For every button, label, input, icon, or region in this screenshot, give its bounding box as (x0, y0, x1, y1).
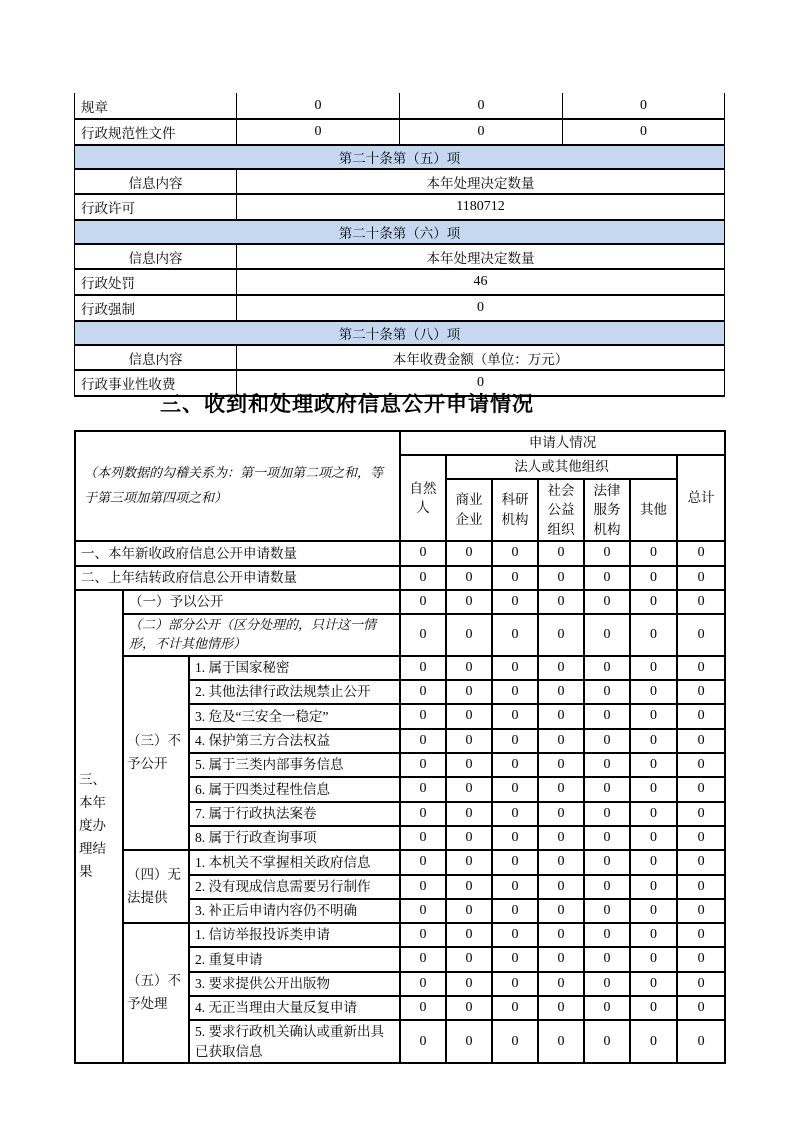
table2-row-label: 4. 保护第三方合法权益 (189, 729, 400, 753)
table2-cell-value: 0 (630, 541, 677, 565)
applicant-header: 申请人情况 (400, 431, 725, 455)
table2-cell-value: 0 (677, 729, 725, 753)
table2-row-label: 1. 本机关不掌握相关政府信息 (189, 850, 400, 874)
table2-row-label: 二、上年结转政府信息公开申请数量 (75, 566, 400, 590)
table2-row-label: 1. 属于国家秘密 (189, 656, 400, 680)
table2-cell-value: 0 (630, 923, 677, 947)
table2-cell-value: 0 (538, 680, 584, 704)
table2-cell-value: 0 (538, 875, 584, 899)
table2-cell-value: 0 (400, 777, 446, 801)
table2-cell-value: 0 (446, 826, 492, 850)
table2-cell-value: 0 (584, 777, 630, 801)
table2-cell-value: 0 (677, 875, 725, 899)
table2-cell-value: 0 (630, 777, 677, 801)
table2-cell-value: 0 (584, 753, 630, 777)
table2-row-label: 5. 属于三类内部事务信息 (189, 753, 400, 777)
table2-cell-value: 0 (630, 704, 677, 728)
table2-cell-value: 0 (538, 947, 584, 971)
table2-cell-value: 0 (400, 566, 446, 590)
table2-row-label: 3. 危及“三安全一稳定” (189, 704, 400, 728)
table2-cell-value: 0 (630, 566, 677, 590)
table2-cell-value: 0 (630, 614, 677, 656)
table1-row-label: 信息内容 (75, 169, 237, 194)
table2-cell-value: 0 (538, 996, 584, 1020)
table2-cell-value: 0 (538, 566, 584, 590)
section3-table (74, 430, 726, 1064)
section-label-cell: 三、本年度办理结果 (75, 590, 123, 1064)
table2-cell-value: 0 (584, 656, 630, 680)
table2-cell-value: 0 (677, 656, 725, 680)
table2-cell-value: 0 (400, 729, 446, 753)
table2-cell-value: 0 (538, 590, 584, 614)
table2-row-label: 2. 重复申请 (189, 947, 400, 971)
table2-cell-value: 0 (677, 590, 725, 614)
table2-cell-value: 0 (677, 802, 725, 826)
table2-cell-value: 0 (584, 566, 630, 590)
table2-cell-value: 0 (492, 972, 538, 996)
table2-cell-value: 0 (677, 704, 725, 728)
table2-cell-value: 0 (400, 704, 446, 728)
table2-cell-value: 0 (492, 777, 538, 801)
table2-cell-value: 0 (400, 947, 446, 971)
table2-cell-value: 0 (492, 899, 538, 923)
table2-row-label: 2. 其他法律行政法规禁止公开 (189, 680, 400, 704)
table2-cell-value: 0 (677, 826, 725, 850)
table1-row-label: 行政许可 (75, 194, 237, 220)
group-label-cell: （四）无法提供 (123, 850, 189, 923)
table1-cell-value: 0 (400, 93, 563, 119)
table2-cell-value: 0 (400, 899, 446, 923)
table2-cell-value: 0 (538, 1020, 584, 1063)
table1-cell-value: 0 (400, 119, 563, 145)
table2-cell-value: 0 (584, 1020, 630, 1063)
table1-row-label: 规章 (75, 93, 237, 119)
table2-cell-value: 0 (538, 753, 584, 777)
table2-cell-value: 0 (446, 704, 492, 728)
table1-row-value: 本年收费金额（单位：万元） (237, 345, 725, 370)
table2-row-label: 4. 无正当理由大量反复申请 (189, 996, 400, 1020)
table2-cell-value: 0 (584, 541, 630, 565)
table2-cell-value: 0 (446, 614, 492, 656)
table2-cell-value: 0 (492, 947, 538, 971)
table1-cell-value: 0 (237, 93, 400, 119)
table2-cell-value: 0 (400, 802, 446, 826)
table2-cell-value: 0 (584, 875, 630, 899)
table2-cell-value: 0 (492, 590, 538, 614)
col-header-legal-service: 法律服务机构 (584, 479, 630, 542)
table2-cell-value: 0 (677, 614, 725, 656)
table1-row-value: 本年处理决定数量 (237, 244, 725, 269)
table2-cell-value: 0 (492, 923, 538, 947)
table1-row-value: 本年处理决定数量 (237, 169, 725, 194)
col-header-social-welfare: 社会公益组织 (538, 479, 584, 542)
table2-cell-value: 0 (446, 1020, 492, 1063)
table1-cell-value: 0 (563, 93, 725, 119)
table2-cell-value: 0 (492, 680, 538, 704)
table2-cell-value: 0 (538, 972, 584, 996)
table2-row-label: 1. 信访举报投诉类申请 (189, 923, 400, 947)
table2-cell-value: 0 (677, 753, 725, 777)
table2-cell-value: 0 (630, 729, 677, 753)
table2-cell-value: 0 (584, 826, 630, 850)
table1-row-label: 行政规范性文件 (75, 119, 237, 145)
table2-cell-value: 0 (630, 680, 677, 704)
table2-row-label: 5. 要求行政机关确认或重新出具已获取信息 (189, 1020, 400, 1063)
table2-cell-value: 0 (538, 899, 584, 923)
table2-cell-value: 0 (446, 656, 492, 680)
table2-cell-value: 0 (400, 614, 446, 656)
section2-table (74, 93, 725, 397)
table2-cell-value: 0 (492, 566, 538, 590)
table2-cell-value: 0 (492, 656, 538, 680)
table2-cell-value: 0 (630, 972, 677, 996)
table2-cell-value: 0 (400, 923, 446, 947)
table2-cell-value: 0 (584, 923, 630, 947)
col-header-other: 其他 (630, 479, 677, 542)
table2-cell-value: 0 (584, 590, 630, 614)
table2-row-label: 7. 属于行政执法案卷 (189, 802, 400, 826)
section-band: 第二十条第（八）项 (75, 321, 725, 345)
table2-cell-value: 0 (538, 802, 584, 826)
table2-cell-value: 0 (446, 541, 492, 565)
table2-cell-value: 0 (677, 947, 725, 971)
table2-cell-value: 0 (677, 1020, 725, 1063)
table2-row-label: 2. 没有现成信息需要另行制作 (189, 875, 400, 899)
table2-cell-value: 0 (538, 614, 584, 656)
table2-cell-value: 0 (446, 996, 492, 1020)
table2-cell-value: 0 (538, 826, 584, 850)
table2-cell-value: 0 (492, 541, 538, 565)
table2-cell-value: 0 (584, 996, 630, 1020)
table2-cell-value: 0 (630, 875, 677, 899)
table2-cell-value: 0 (400, 1020, 446, 1063)
table2-cell-value: 0 (492, 729, 538, 753)
table2-cell-value: 0 (677, 972, 725, 996)
table1-row-label: 行政处罚 (75, 269, 237, 295)
table2-cell-value: 0 (584, 850, 630, 874)
table2-cell-value: 0 (446, 802, 492, 826)
table2-cell-value: 0 (677, 850, 725, 874)
table2-cell-value: 0 (630, 996, 677, 1020)
table2-cell-value: 0 (446, 850, 492, 874)
table2-cell-value: 0 (492, 875, 538, 899)
table2-cell-value: 0 (446, 923, 492, 947)
table2-cell-value: 0 (677, 541, 725, 565)
table2-cell-value: 0 (446, 753, 492, 777)
col-header-research: 科研机构 (492, 479, 538, 542)
table2-cell-value: 0 (538, 656, 584, 680)
table2-cell-value: 0 (492, 753, 538, 777)
table2-cell-value: 0 (630, 826, 677, 850)
col-header-natural-person: 自然人 (400, 455, 446, 541)
table2-cell-value: 0 (400, 826, 446, 850)
table2-cell-value: 0 (492, 704, 538, 728)
org-group-header: 法人或其他组织 (446, 455, 677, 479)
table2-cell-value: 0 (630, 1020, 677, 1063)
table2-cell-value: 0 (446, 899, 492, 923)
table2-cell-value: 0 (630, 850, 677, 874)
note-cell: （本列数据的勾稽关系为：第一项加第二项之和，等于第三项加第四项之和） (75, 431, 400, 541)
table2-cell-value: 0 (446, 947, 492, 971)
table2-cell-value: 0 (492, 1020, 538, 1063)
table2-cell-value: 0 (630, 590, 677, 614)
table2-cell-value: 0 (446, 590, 492, 614)
table2-cell-value: 0 (677, 566, 725, 590)
table2-row-label: 8. 属于行政查询事项 (189, 826, 400, 850)
group-label-cell: （五）不予处理 (123, 923, 189, 1063)
table2-cell-value: 0 (538, 777, 584, 801)
table2-cell-value: 0 (630, 753, 677, 777)
table2-cell-value: 0 (446, 777, 492, 801)
table2-row-label: 6. 属于四类过程性信息 (189, 777, 400, 801)
table1-row-label: 信息内容 (75, 244, 237, 269)
table2-cell-value: 0 (677, 680, 725, 704)
table1-row-value: 46 (237, 269, 725, 295)
table2-cell-value: 0 (400, 656, 446, 680)
table2-cell-value: 0 (630, 656, 677, 680)
group-label-cell: （三）不予公开 (123, 656, 189, 850)
table2-cell-value: 0 (584, 947, 630, 971)
section3-heading: 三、收到和处理政府信息公开申请情况 (160, 393, 534, 416)
table2-cell-value: 0 (492, 850, 538, 874)
table2-cell-value: 0 (538, 923, 584, 947)
table1-row-label: 信息内容 (75, 345, 237, 370)
table2-cell-value: 0 (538, 850, 584, 874)
table2-cell-value: 0 (677, 996, 725, 1020)
col-header-total: 总计 (677, 455, 725, 541)
table1-row-label: 行政强制 (75, 295, 237, 321)
table2-cell-value: 0 (630, 899, 677, 923)
table2-cell-value: 0 (400, 680, 446, 704)
table2-cell-value: 0 (677, 923, 725, 947)
table1-row-value: 1180712 (237, 194, 725, 220)
table2-cell-value: 0 (584, 802, 630, 826)
table2-cell-value: 0 (400, 850, 446, 874)
table2-cell-value: 0 (446, 972, 492, 996)
table2-cell-value: 0 (492, 826, 538, 850)
table2-cell-value: 0 (584, 614, 630, 656)
table2-cell-value: 0 (630, 802, 677, 826)
table2-cell-value: 0 (400, 972, 446, 996)
table2-cell-value: 0 (400, 875, 446, 899)
table2-cell-value: 0 (538, 704, 584, 728)
table2-cell-value: 0 (677, 899, 725, 923)
table2-cell-value: 0 (584, 729, 630, 753)
table1-cell-value: 0 (563, 119, 725, 145)
table2-row-label: （二）部分公开（区分处理的，只计这一情形，不计其他情形） (123, 614, 400, 656)
table2-cell-value: 0 (446, 875, 492, 899)
table2-cell-value: 0 (400, 590, 446, 614)
table1-row-value: 0 (237, 370, 725, 396)
table2-cell-value: 0 (538, 729, 584, 753)
col-header-business: 商业企业 (446, 479, 492, 542)
table2-cell-value: 0 (584, 972, 630, 996)
table2-cell-value: 0 (492, 996, 538, 1020)
table2-row-label: 3. 要求提供公开出版物 (189, 972, 400, 996)
table1-cell-value: 0 (237, 119, 400, 145)
table2-cell-value: 0 (584, 680, 630, 704)
table2-cell-value: 0 (538, 541, 584, 565)
table2-cell-value: 0 (400, 753, 446, 777)
table2-cell-value: 0 (677, 777, 725, 801)
table2-cell-value: 0 (446, 566, 492, 590)
table1-row-label: 行政事业性收费 (75, 370, 237, 396)
table1-row-value: 0 (237, 295, 725, 321)
table2-row-label: 一、本年新收政府信息公开申请数量 (75, 541, 400, 565)
table2-cell-value: 0 (446, 729, 492, 753)
table2-cell-value: 0 (492, 614, 538, 656)
table2-row-label: （一）予以公开 (123, 590, 400, 614)
table2-cell-value: 0 (492, 802, 538, 826)
table2-row-label: 3. 补正后申请内容仍不明确 (189, 899, 400, 923)
table2-cell-value: 0 (400, 996, 446, 1020)
table2-cell-value: 0 (584, 704, 630, 728)
section-band: 第二十条第（六）项 (75, 220, 725, 244)
section-band: 第二十条第（五）项 (75, 145, 725, 169)
table2-cell-value: 0 (584, 899, 630, 923)
table2-cell-value: 0 (630, 947, 677, 971)
table2-cell-value: 0 (446, 680, 492, 704)
table2-cell-value: 0 (400, 541, 446, 565)
